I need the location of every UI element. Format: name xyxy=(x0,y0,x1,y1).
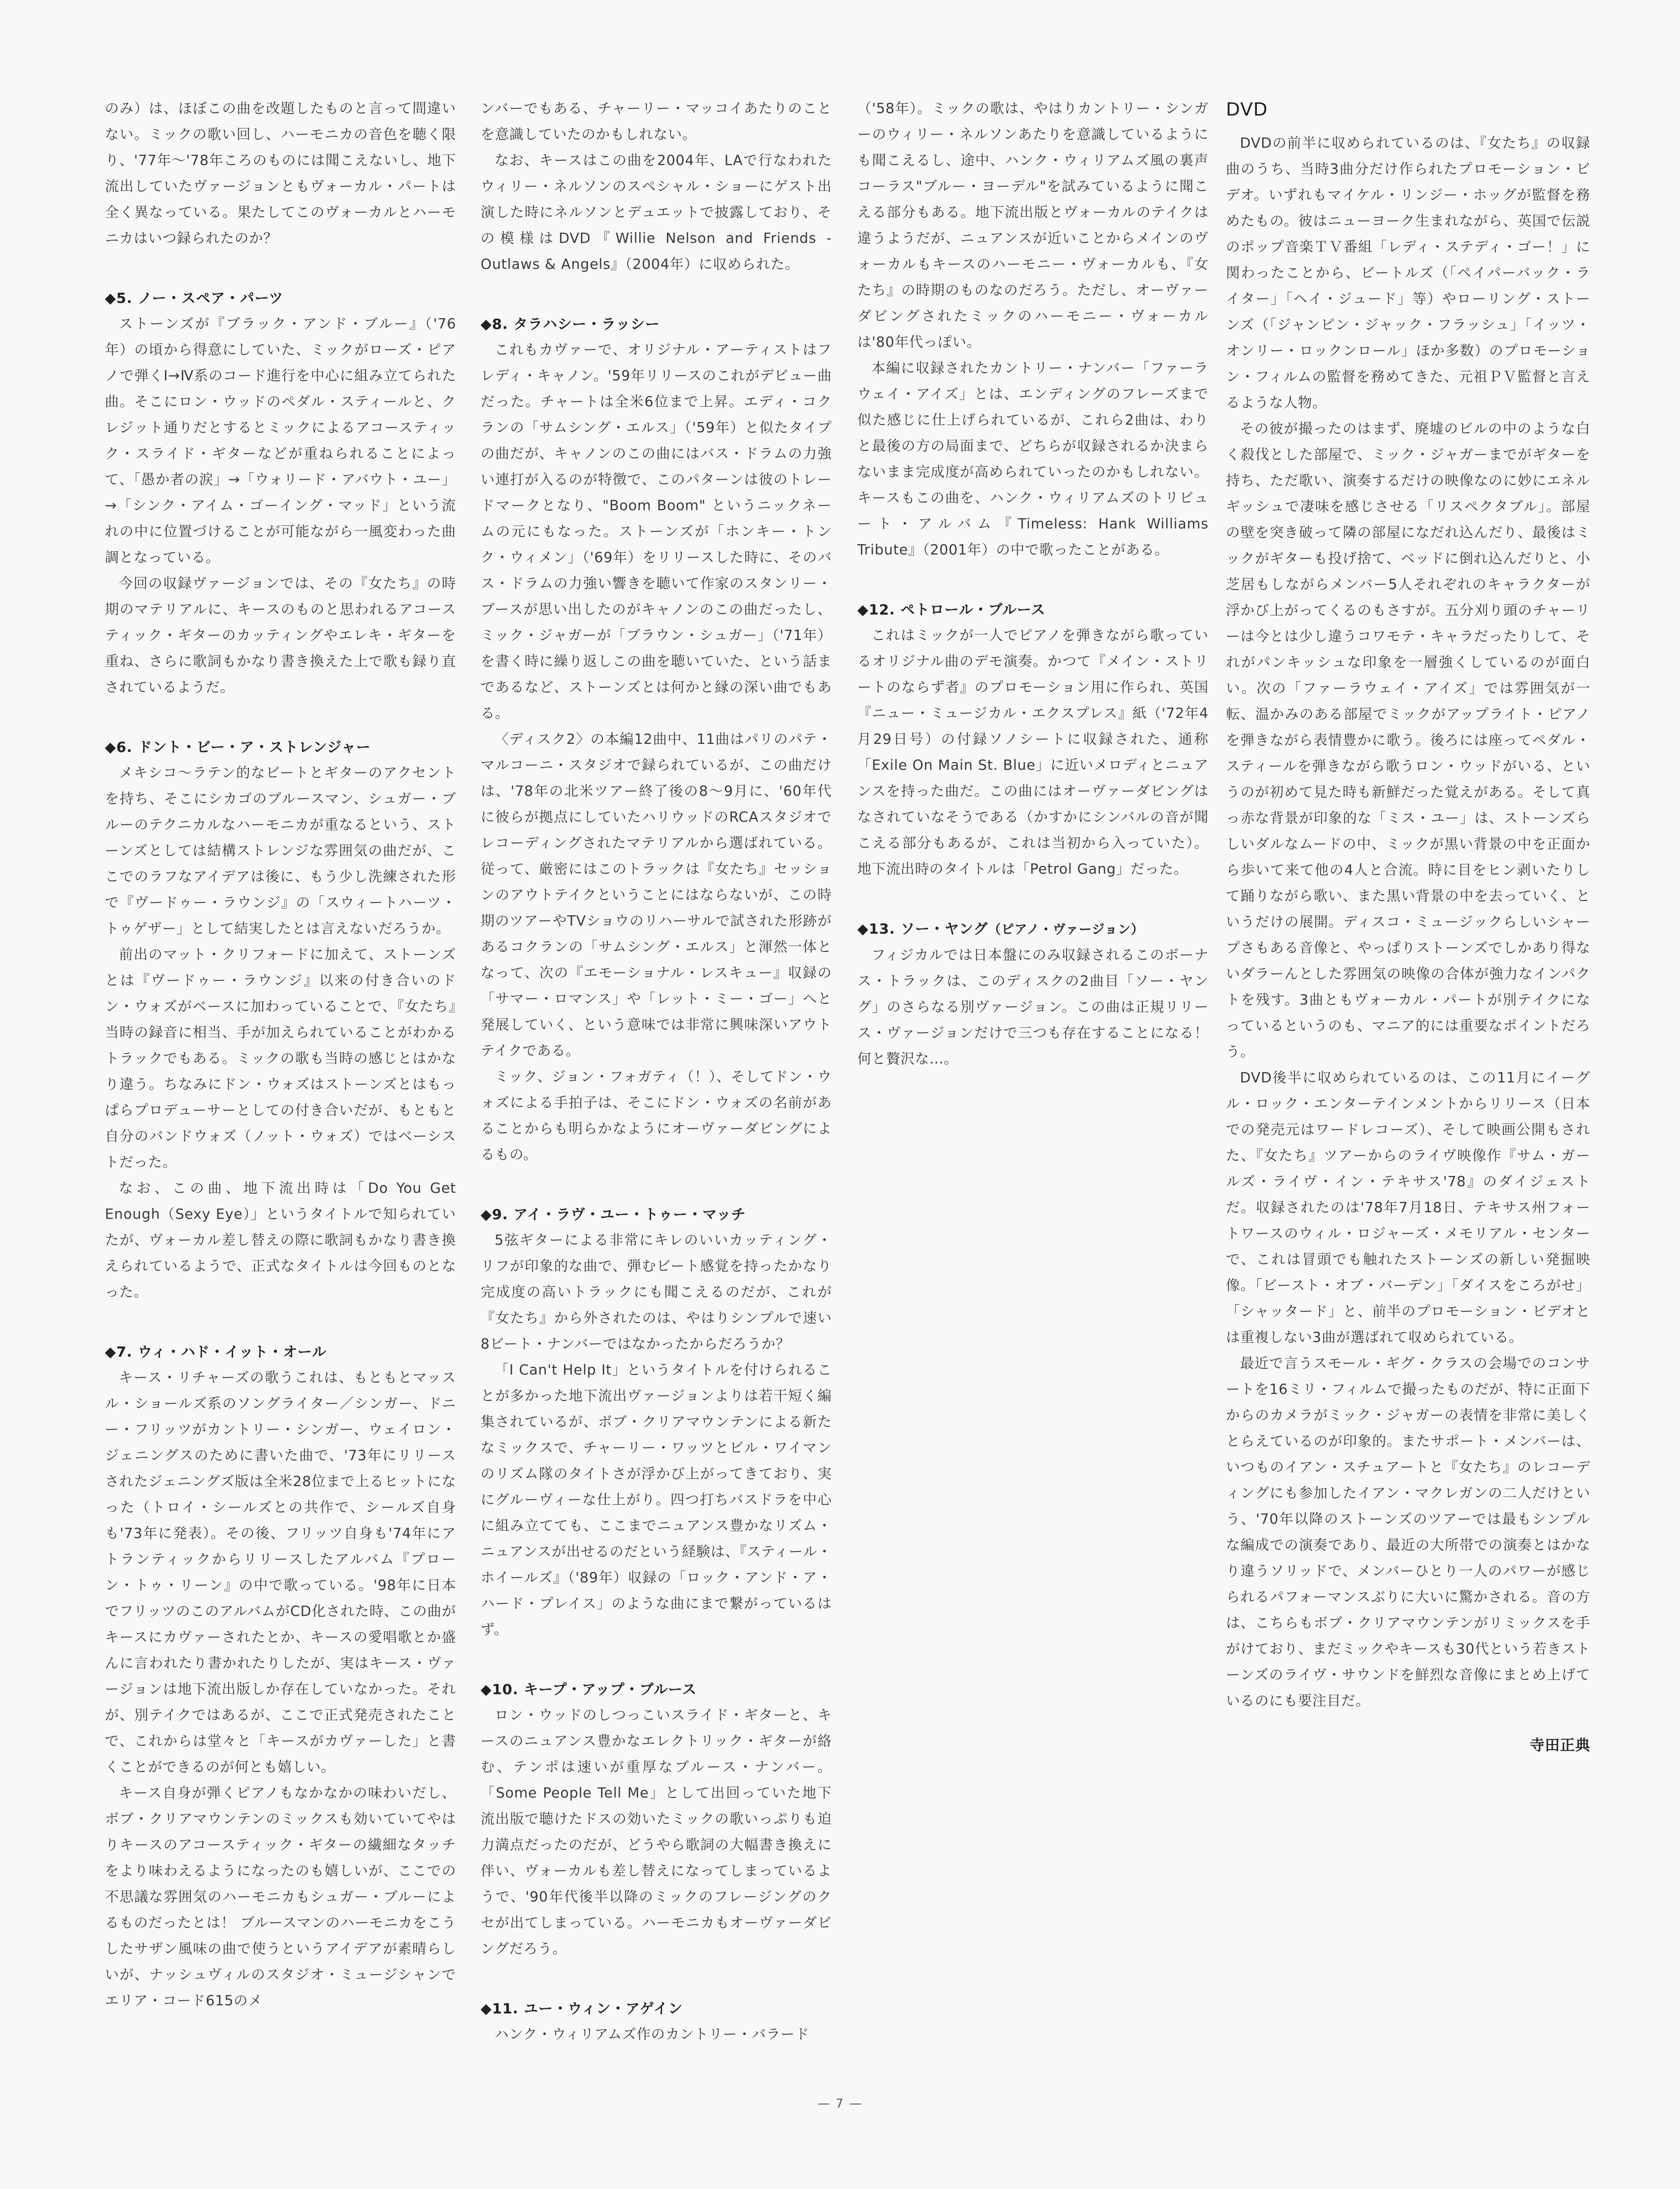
paragraph: DVD後半に収められているのは、この11月にイーグル・ロック・エンターテインメントからリリース（日本での発売元はワードレコーズ）、そして映画公開もされた、『女たち』ツアーからのライヴ映像作『サム・ガールズ・ライヴ・イン・テキサス'78』のダイジェストだ。収録されたのは'78年7月18日、テキサス州フォートワースのウィル・ロジャーズ・メモリアル・センターで、これは冒頭でも触れたストーンズの新しい発掘映像。「ビースト・オブ・バーデン」「ダイスをころがせ」「シャッタード」と、前半のプロモーション・ビデオとは重複しない3曲が選ばれて収められている。 xyxy=(1226,1070,1590,1345)
section-heading: ◆6. ドント・ビー・ア・ストレンジャー xyxy=(105,739,371,755)
paragraph: ロン・ウッドのしつっこいスライド・ギターと、キースのニュアンス豊かなエレクトリック・ギターが絡む、テンポは速いが重厚なブルース・ナンバー。「Some People Tell Me」として出回っていた地下流出版で聴けたドスの効いたミックの歌いっぷりも迫力満点だったのだが、どうやら歌詞の大幅書き換えに伴い、ヴォーカルも差し替えになってしまっているようで、'90年代後半以降のミックのフレージングのクセが出てしまっている。ハーモニカもオーヴァーダビングだろう。 xyxy=(481,1707,832,1957)
section-heading-subtitle: （ピアノ・ヴァージョン） xyxy=(988,922,1144,937)
paragraph: ミック、ジョン・フォガティ（！）、そしてドン・ウォズによる手拍子は、そこにドン・ウォズの名前があることからも明らかなようにオーヴァーダビングによるもの。 xyxy=(481,1069,832,1163)
paragraph: 〈ディスク2〉の本編12曲中、11曲はパリのパテ・マルコーニ・スタジオで録られているが、この曲だけは、'78年の北米ツアー終了後の8〜9月に、'60年代に彼らが拠点にしていたハリウッドのRCAスタジオでレコーディングされたマテリアルから選ばれている。従って、厳密にはこのトラックは『女たち』セッションのアウトテイクということにはならないが、この時期のツアーやTVショウのリハーサルで試された形跡があるコクランの「サムシング・エルス」と渾然一体となって、次の『エモーショナル・レスキュー』収録の「サマー・ロマンス」や「レット・ミー・ゴー」へと発展していく、という意味では非常に興味深いアウトテイクである。 xyxy=(481,731,832,1059)
paragraph: メキシコ〜ラテン的なビートとギターのアクセントを持ち、そこにシカゴのブルースマン、シュガー・ブルーのテクニカルなハーモニカが重なるという、ストーンズとしては結構ストレンジな雰囲気の曲だが、ここでのラフなアイデアは後に、もう少し洗練された形で『ヴードゥー・ラウンジ』の「スウィートハーツ・トゥゲザー」として結実したとは言えないだろうか。 xyxy=(105,765,456,937)
paragraph: DVDの前半に収められているのは、『女たち』の収録曲のうち、当時3曲分だけ作られたプロモーション・ビデオ。いずれもマイケル・リンジー・ホッグが監督を務めたもの。彼はニューヨーク生まれながら、英国で伝説のポップ音楽ＴＶ番組「レディ・ステディ・ゴー！」に関わったことから、ビートルズ（「ペイパーバック・ライター」「ヘイ・ジュード」等）やローリング・ストーンズ（「ジャンピン・ジャック・フラッシュ」「イッツ・オンリー・ロックンロール」ほか多数）のプロモーション・フィルムの監督を務めてきた、元祖ＰＶ監督と言えるような人物。 xyxy=(1226,135,1590,411)
section-heading: ◆11. ユー・ウィン・アゲイン xyxy=(481,2000,683,2017)
paragraph: ンバーでもある、チャーリー・マッコイあたりのことを意識していたのかもしれない。 xyxy=(481,100,832,143)
text-column-4 xyxy=(1226,96,1590,1758)
paragraph: 前出のマット・クリフォードに加えて、ストーンズとは『ヴードゥー・ラウンジ』以来の付き合いのドン・ウォズがベースに加わっていることで、『女たち』当時の録音に相当、手が加えられていることがわかるトラックでもある。ミックの歌も当時の感じとはかなり違う。ちなみにドン・ウォズはストーンズとはもっぱらプロデューサーとしての付き合いだが、もともと自分のバンドウォズ（ノット・ウォズ）ではベーシストだった。 xyxy=(105,946,456,1170)
text-column-1 xyxy=(105,96,456,2014)
paragraph: 今回の収録ヴァージョンでは、その『女たち』の時期のマテリアルに、キースのものと思われるアコースティック・ギターのカッティングやエレキ・ギターを重ね、さらに歌詞もかなり書き換えた上で歌も録り直されているようだ。 xyxy=(105,575,456,695)
section-heading: ◆5. ノー・スペア・パーツ xyxy=(105,290,284,306)
paragraph: 「I Can't Help It」というタイトルを付けられることが多かった地下流出ヴァージョンよりは若干短く編集されているが、ボブ・クリアマウンテンによる新たなミックスで、チャーリー・ワッツとビル・ワイマンのリズム隊のタイトさが浮かび上がってきており、実にグルーヴィーな仕上がり。四つ打ちバスドラを中心に組み立てても、ここまでニュアンス豊かなリズム・ニュアンスが出せるのだという経験は、『スティール・ホイールズ』（'89年）収録の「ロック・アンド・ア・ハード・プレイス」のような曲にまで繋がっているはず。 xyxy=(481,1362,832,1638)
section-heading: ◆10. キープ・アップ・ブルース xyxy=(481,1681,697,1698)
paragraph: フィジカルでは日本盤にのみ収録されるこのボーナス・トラックは、このディスクの2曲目「ソー・ヤング」のさらなる別ヴァージョン。この曲は正規リリース・ヴァージョンだけで三つも存在することになる！ 何と贅沢な…。 xyxy=(857,947,1209,1067)
section-heading: ◆12. ペトロール・ブルース xyxy=(857,601,1046,618)
paragraph: なお、この曲、地下流出時は「Do You Get Enough（Sexy Eye）」というタイトルで知られていたが、ヴォーカル差し替えの際に歌詞もかなり書き換えられているようで、正式なタイトルは今回ものとなった。 xyxy=(105,1180,456,1300)
paragraph: 5弦ギターによる非常にキレのいいカッティング・リフが印象的な曲で、弾むビート感覚を持ったかなり完成度の高いトラックにも聞こえるのだが、これが『女たち』から外されたのは、やはりシンプルで速い8ビート・ナンバーではなかったからだろうか？ xyxy=(481,1232,832,1352)
paragraph: ストーンズが『ブラック・アンド・ブルー』（'76年）の頃から得意にしていた、ミックがローズ・ピアノで弾くI→Ⅳ系のコード進行を中心に組み立てられた曲。そこにロン・ウッドのペダル・スティールと、クレジット通りだとするとミックによるアコースティック・スライド・ギターなどが重ねられることによって、「愚か者の涙」→「ウォリード・アバウト・ユー」→「シンク・アイム・ゴーイング・マッド」という流れの中に位置づけることが可能ながら一風変わった曲調となっている。 xyxy=(105,316,456,566)
paragraph: これはミックが一人でピアノを弾きながら歌っているオリジナル曲のデモ演奏。かつて『メイン・ストリートのならず者』のプロモーション用に作られ、英国『ニュー・ミュージカル・エクスプレス』紙（'72年4月29日号）の付録ソノシートに収録された、通称「Exile On Main St. Blue」に近いメロディとニュアンスを持った曲だ。この曲にはオーヴァーダビングはなされていなそうである（かすかにシンバルの音が聞こえる部分もあるが、これは当初から入っていた）。地下流出時のタイトルは「Petrol Gang」だった。 xyxy=(857,627,1209,877)
author-name: 寺田正典 xyxy=(1529,1736,1590,1754)
paragraph: キース自身が弾くピアノもなかなかの味わいだし、ボブ・クリアマウンテンのミックスも効いていてやはりキースのアコースティック・ギターの繊細なタッチをより味わえるようになったのも嬉しいが、ここでの不思議な雰囲気のハーモニカもシュガー・ブルーによるものだったとは！ ブルースマンのハーモニカをこうしたサザン風味の曲で使うというアイデアが素晴らしいが、ナッシュヴィルのスタジオ・ミュージシャンでエリア・コード615のメ xyxy=(105,1785,456,2009)
section-heading: ◆8. タラハシー・ラッシー xyxy=(481,316,660,332)
section-heading: ◆7. ウィ・ハド・イット・オール xyxy=(105,1343,327,1360)
paragraph: 最近で言うスモール・ギグ・クラスの会場でのコンサートを16ミリ・フィルムで撮ったものだが、特に正面下からのカメラがミック・ジャガーの表情を非常に美しくとらえているのが印象的。またサポート・メンバーは、いつものイアン・スチュアートと『女たち』のレコーディングにも参加したイアン・マクレガンの二人だけという、'70年以降のストーンズのツアーでは最もシンプルな編成での演奏であり、最近の大所帯での演奏とはかなり違うソリッドで、メンバーひとり一人のパワーが感じられるパフォーマンスぶりに大いに驚かされる。音の方は、こちらもボブ・クリアマウンテンがリミックスを手がけており、まだミックやキースも30代という若きストーンズのライヴ・サウンドを鮮烈な音像にまとめ上げているのにも要注目だ。 xyxy=(1226,1355,1590,1709)
paragraph: その彼が撮ったのはまず、廃墟のビルの中のような白く殺伐とした部屋で、ミック・ジャガーまでがギターを持ち、ただ歌い、演奏するだけの映像なのに妙にエネルギッシュで凄味を感じさせる「リスペクタブル」。部屋の壁を突き破って隣の部屋になだれ込んだり、最後はミックがギターも投げ捨て、ベッドに倒れ込んだりと、小芝居もしながらメンバー5人それぞれのキャラクターが浮かび上がってくるのもさすが。五分刈り頭のチャーリーは今とは少し違うコワモテ・キャラだったりして、それがパンキッシュな印象を一層強くしているのが面白い。次の「ファーラウェイ・アイズ」では雰囲気が一転、温かみのある部屋でミックがアップライト・ピアノを弾きながら表情豊かに歌う。後ろには座ってペダル・スティールを弾きながら歌うロン・ウッドがいる、というのが初めて見た時も新鮮だった覚えがある。そして真っ赤な背景が印象的な「ミス・ユー」は、ストーンズらしいダルなムードの中、ミックが黒い背景の中を正面から歩いて来て他の4人と合流。時に目をヒン剥いたりして踊りながら歌い、また黒い背景の中を去っていく、というだけの展開。ディスコ・ミュージックらしいシャープさもある音像と、やっぱりストーンズでしかあり得ないダラーんとした雰囲気の映像の合体が強力なインパクトを残す。3曲ともヴォーカル・パートが別テイクになっているというのも、マニア的には重要なポイントだろう。 xyxy=(1226,420,1590,1060)
section-heading-title: ◆13. ソー・ヤング xyxy=(857,920,988,937)
paragraph: なお、キースはこの曲を2004年、LAで行なわれたウィリー・ネルソンのスペシャル・ショーにゲスト出演した時にネルソンとデュエットで披露しており、その模様はDVD『Willie Nelson and Friends - Outlaws & Angels』（2004年）に収められた。 xyxy=(481,152,832,272)
paragraph: （'58年）。ミックの歌は、やはりカントリー・シンガーのウィリー・ネルソンあたりを意識しているようにも聞こえるし、途中、ハンク・ウィリアムズ風の裏声コーラス"ブルー・ヨーデル"を試みているように聞こえる部分もある。地下流出版とヴォーカルのテイクは違うようだが、ニュアンスが近いことからメインのヴォーカルもキースのハーモニー・ヴォーカルも、『女たち』の時期のものなのだろう。ただし、オーヴァーダビングされたミックのハーモニー・ヴォーカルは'80年代っぽい。 xyxy=(857,100,1209,350)
dvd-heading: DVD xyxy=(1226,99,1268,120)
paragraph: のみ）は、ほぼこの曲を改題したものと言って間違いない。ミックの歌い回し、ハーモニカの音色を聴く限り、'77年〜'78年ころのものには聞こえないし、地下流出していたヴァージョンともヴォーカル・パートは全く異なっている。果たしてこのヴォーカルとハーモニカはいつ録られたのか？ xyxy=(105,100,456,246)
paragraph: キース・リチャーズの歌うこれは、もともとマッスル・ショールズ系のソングライター／シンガー、ドニー・フリッツがカントリー・シンガー、ウェイロン・ジェニングスのために書いた曲で、'73年にリリースされたジェニングズ版は全米28位まで上るヒットになった（トロイ・シールズとの共作で、シールズ自身も'73年に発表）。その後、フリッツ自身も'74年にアトランティックからリリースしたアルバム『プローン・トゥ・リーン』の中で歌っている。'98年に日本でフリッツのこのアルバムがCD化された時、この曲がキースにカヴァーされたとか、キースの愛唱歌とか盛んに言われたり書かれたりしたが、実はキース・ヴァージョンは地下流出版しか存在していなかった。それが、別テイクではあるが、ここで正式発売されたことで、これからは堂々と「キースがカヴァーした」と書くことができるのが何とも嬉しい。 xyxy=(105,1369,456,1775)
paragraph: 本編に収録されたカントリー・ナンバー「ファーラウェイ・アイズ」とは、エンディングのフレーズまで似た感じに仕上げられているが、これら2曲は、わりと最後の方の局面まで、どちらが収録されるか決まらないまま完成度が高められていったのかもしれない。キースもこの曲を、ハンク・ウィリアムズのトリビュート・アルバム『Timeless: Hank Williams Tribute』（2001年）の中で歌ったことがある。 xyxy=(857,360,1209,558)
section-heading xyxy=(857,916,1209,942)
paragraph: ハンク・ウィリアムズ作のカントリー・バラード xyxy=(494,2026,809,2042)
page-number: — 7 — xyxy=(817,2096,863,2111)
paragraph: これもカヴァーで、オリジナル・アーティストはフレディ・キャノン。'59年リリースのこれがデビュー曲だった。チャートは全米6位まで上昇。エディ・コクランの「サムシング・エルス」（'59年）と似たタイプの曲だが、キャノンのこの曲にはバス・ドラムの力強い連打が入るのが特徴で、このパターンは彼のトレードマークとなり、"Boom Boom" というニックネームの元にもなった。ストーンズが「ホンキー・トンク・ウィメン」（'69年）をリリースした時に、そのバス・ドラムの力強い響きを聴いて作家のスタンリー・ブースが思い出したのがキャノンのこの曲だったし、ミック・ジャガーが「ブラウン・シュガー」（'71年）を書く時に繰り返しこの曲を聴いていた、という話まであるなど、ストーンズとは何かと縁の深い曲でもある。 xyxy=(481,342,832,721)
text-column-3 xyxy=(857,96,1209,1072)
text-column-2 xyxy=(481,96,832,2047)
section-heading: ◆9. アイ・ラヴ・ユー・トゥー・マッチ xyxy=(481,1206,746,1223)
